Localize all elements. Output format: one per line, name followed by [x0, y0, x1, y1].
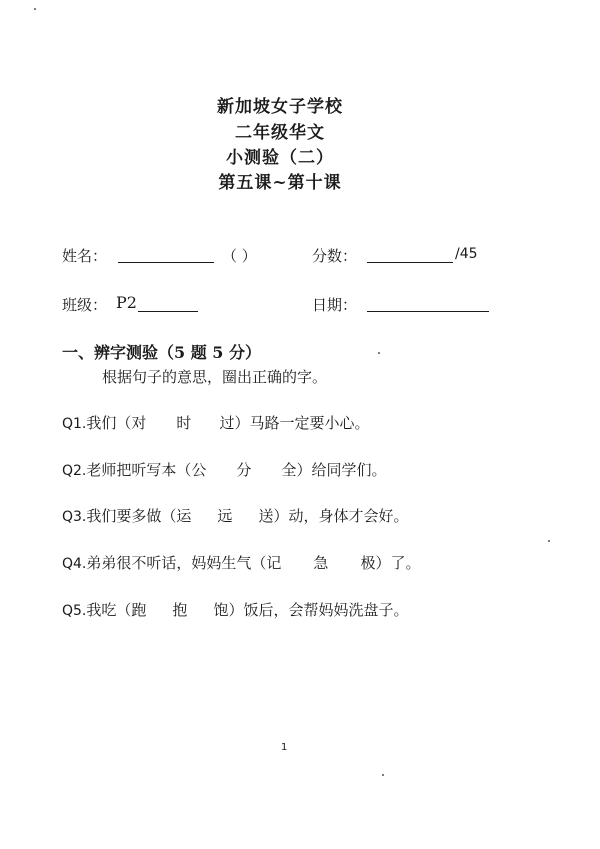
question-text-after: ）马路一定要小心。 [234, 414, 370, 432]
question-text-after: ）饭后，会帮妈妈洗盘子。 [228, 601, 409, 619]
scan-speck [378, 352, 380, 354]
date-label: 日期： [312, 296, 358, 314]
answer-option[interactable]: 极 [360, 554, 376, 572]
answer-option[interactable]: 全 [281, 461, 297, 479]
score-total: /45 [455, 246, 478, 262]
class-label: 班级： [62, 296, 108, 314]
scan-speck [548, 540, 550, 542]
answer-option[interactable]: 运 [176, 507, 192, 525]
school-name: 新加坡女子学校 [217, 97, 343, 117]
page-number: 1 [281, 742, 288, 753]
class-value: P2 [116, 293, 137, 312]
section-instruction: 根据句子的意思，圈出正确的字。 [102, 368, 328, 386]
question-text-after: ）动，身体才会好。 [273, 507, 409, 525]
answer-option[interactable]: 时 [176, 414, 192, 432]
question-text-before: 我们要多做（ [86, 507, 177, 525]
lessons-range: 第五课~第十课 [218, 173, 342, 193]
question-number: Q3. [62, 509, 87, 525]
section-title: 一、辨字测验（5 题 5 分） [62, 343, 261, 362]
answer-option[interactable]: 急 [313, 554, 329, 572]
answer-option[interactable]: 远 [217, 507, 233, 525]
answer-option[interactable]: 公 [191, 461, 207, 479]
answer-option[interactable]: 饱 [213, 601, 229, 619]
scan-speck [382, 774, 384, 776]
question-text-before: 弟弟很不听话，妈妈生气（ [86, 554, 267, 572]
class-number-parentheses: （ ） [222, 247, 257, 265]
name-field[interactable] [118, 262, 214, 263]
answer-option[interactable]: 抱 [172, 601, 188, 619]
name-label: 姓名： [62, 247, 108, 265]
question-text-after: ）给同学们。 [296, 461, 387, 479]
question-number: Q4. [62, 556, 87, 572]
question-4 [62, 552, 420, 573]
answer-option[interactable]: 分 [236, 461, 252, 479]
question-text-before: 我们（ [86, 414, 132, 432]
question-number: Q5. [62, 603, 87, 619]
answer-option[interactable]: 对 [131, 414, 147, 432]
question-text-before: 老师把听写本（ [86, 461, 192, 479]
question-text-after: ）了。 [375, 554, 421, 572]
question-number: Q1. [62, 416, 87, 432]
score-label: 分数： [312, 247, 358, 265]
question-number: Q2. [62, 463, 87, 479]
answer-option[interactable]: 跑 [131, 601, 147, 619]
answer-option[interactable]: 记 [266, 554, 282, 572]
question-1 [62, 412, 369, 433]
date-field[interactable] [367, 311, 489, 312]
question-3 [62, 505, 408, 526]
subject-title: 二年级华文 [235, 123, 325, 143]
question-2 [62, 459, 386, 480]
answer-option[interactable]: 送 [258, 507, 274, 525]
question-5 [62, 599, 408, 620]
class-field[interactable] [138, 311, 198, 312]
quiz-title: 小测验（二） [226, 148, 334, 168]
question-text-before: 我吃（ [86, 601, 132, 619]
score-field[interactable] [367, 262, 453, 263]
answer-option[interactable]: 过 [219, 414, 235, 432]
scan-speck [34, 8, 36, 10]
